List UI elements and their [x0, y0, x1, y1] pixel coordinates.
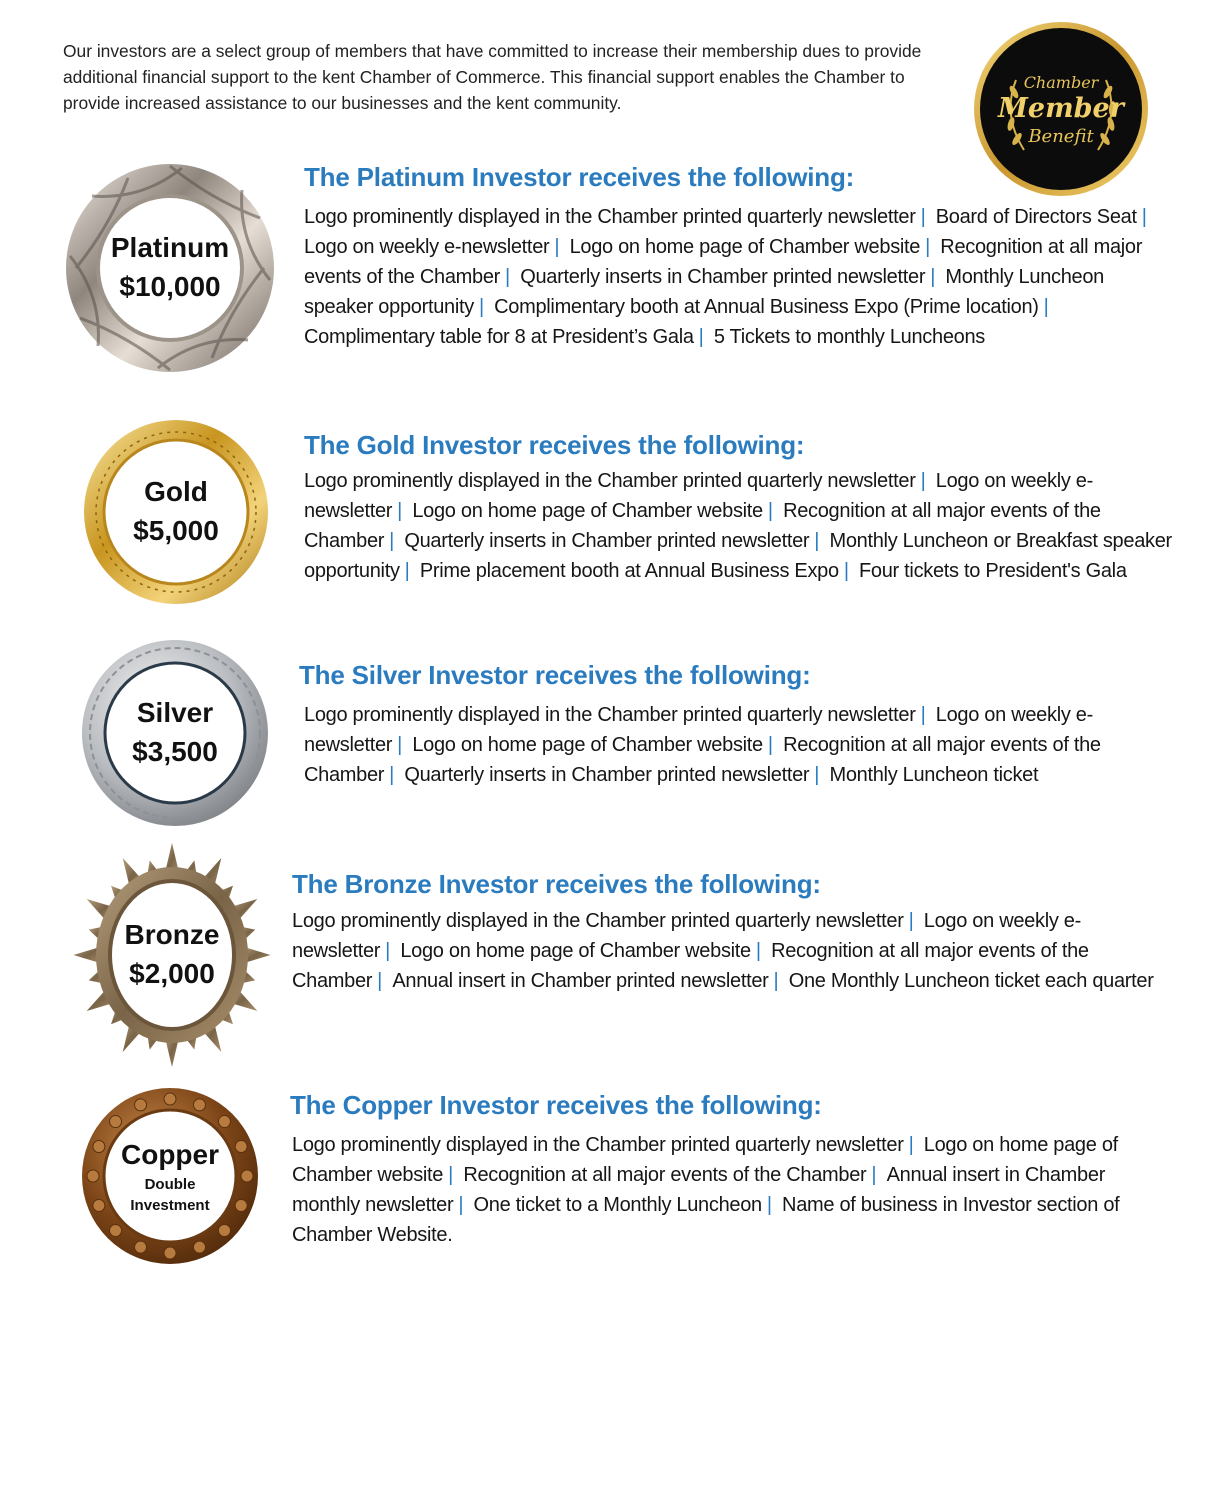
benefit-text: Monthly Luncheon speaker opportunity — [304, 266, 1105, 318]
benefit-item — [520, 266, 940, 288]
silver-badge — [80, 638, 270, 828]
benefit-text: Monthly Luncheon ticket — [829, 764, 1039, 786]
benefit-separator: | — [1043, 296, 1049, 318]
benefit-text: Logo prominently displayed in the Chamber printed quarterly newsletter — [304, 206, 916, 228]
benefit-text: Prime placement booth at Annual Business Expo — [419, 560, 839, 582]
benefit-separator: | — [377, 970, 383, 992]
benefit-text: Annual insert in Chamber printed newsletter — [392, 970, 769, 992]
benefit-text: Recognition at all major events of the Chamber — [463, 1164, 867, 1186]
benefit-separator: | — [920, 206, 926, 228]
benefit-text: Complimentary table for 8 at President’s Gala — [304, 326, 694, 348]
benefit-item — [304, 326, 709, 348]
intro-paragraph: Our investors are a select group of members that have committed to increase their membership dues to provide additional financial support to the kent Chamber of Commerce. This financial support enables the Chamber to provide increased assistance to our businesses and the kent community. — [63, 41, 922, 113]
benefit-text: Logo on home page of Chamber website — [569, 236, 921, 258]
benefit-item — [412, 734, 777, 756]
gold-benefits — [304, 466, 1174, 586]
benefit-text: Recognition at all major events of the Chamber — [304, 500, 1101, 552]
benefit-text: Name of business in Investor section of Chamber Website. — [292, 1194, 1120, 1246]
benefit-text: Logo prominently displayed in the Chamber printed quarterly newsletter — [304, 470, 916, 492]
benefit-separator: | — [448, 1164, 454, 1186]
benefit-separator: | — [389, 764, 395, 786]
seal-line-2: Member — [998, 93, 1124, 124]
gold-title: The Gold Investor receives the following: — [304, 430, 805, 460]
benefit-text: Logo on home page of Chamber website — [412, 500, 763, 522]
platinum-badge — [62, 160, 278, 376]
benefit-separator: | — [767, 734, 773, 756]
benefit-text: Recognition at all major events of the Chamber — [304, 734, 1101, 786]
benefit-separator: | — [397, 500, 403, 522]
benefit-text: Logo prominently displayed in the Chamber printed quarterly newsletter — [292, 1134, 904, 1156]
benefit-separator: | — [478, 296, 484, 318]
benefit-separator: | — [767, 500, 773, 522]
benefit-item — [936, 206, 1152, 228]
benefit-separator: | — [843, 560, 849, 582]
benefit-separator: | — [920, 470, 926, 492]
benefit-item — [304, 236, 564, 258]
benefit-separator: | — [458, 1194, 464, 1216]
benefit-item — [570, 236, 935, 258]
benefit-separator: | — [397, 734, 403, 756]
gold-badge-price: $5,000 — [133, 515, 219, 546]
benefit-separator: | — [755, 940, 761, 962]
copper-badge-name: Copper — [121, 1139, 219, 1170]
benefit-separator: | — [925, 236, 931, 258]
bronze-benefits — [292, 906, 1172, 996]
benefit-text: Logo on home page of Chamber website — [412, 734, 763, 756]
benefit-text: Recognition at all major events of the Chamber — [292, 940, 1089, 992]
benefit-item — [859, 560, 1127, 582]
benefit-text: Quarterly inserts in Chamber printed newsletter — [404, 530, 810, 552]
benefit-text: Logo prominently displayed in the Chamber printed quarterly newsletter — [292, 910, 904, 932]
benefit-separator: | — [814, 530, 820, 552]
benefit-item — [404, 764, 824, 786]
copper-benefits — [292, 1130, 1152, 1250]
silver-badge-name: Silver — [136, 697, 214, 728]
benefit-text: Logo on home page of Chamber website — [292, 1134, 1118, 1186]
benefit-item — [304, 704, 930, 726]
benefit-text: Complimentary booth at Annual Business Expo (Prime location) — [494, 296, 1039, 318]
gold-badge-name: Gold — [144, 476, 208, 507]
benefit-separator: | — [505, 266, 510, 288]
benefit-separator: | — [814, 764, 820, 786]
bronze-badge-price: $2,000 — [129, 958, 215, 989]
copper-badge-sub-1: Double — [144, 1176, 196, 1193]
benefit-item — [404, 530, 824, 552]
benefit-text: Logo on weekly e-newsletter — [304, 470, 1093, 522]
benefit-text: Quarterly inserts in Chamber printed newsletter — [520, 266, 926, 288]
silver-benefits — [304, 700, 1174, 790]
benefit-item — [474, 1194, 777, 1216]
benefit-item — [829, 764, 1038, 786]
benefit-item — [494, 296, 1053, 318]
gold-badge — [82, 418, 270, 606]
benefit-text: Recognition at all major events of the Chamber — [304, 236, 1143, 288]
benefit-text: Quarterly inserts in Chamber printed newsletter — [404, 764, 810, 786]
benefit-separator: | — [773, 970, 779, 992]
benefit-item — [463, 1164, 881, 1186]
benefit-item — [292, 910, 918, 932]
benefit-item — [400, 940, 765, 962]
benefit-text: Annual insert in Chamber monthly newsletter — [292, 1164, 1106, 1216]
platinum-title: The Platinum Investor receives the following: — [304, 162, 855, 192]
silver-badge-price: $3,500 — [132, 736, 218, 767]
benefit-separator: | — [389, 530, 395, 552]
bronze-title: The Bronze Investor receives the following: — [292, 869, 821, 899]
silver-title: The Silver Investor receives the following: — [299, 660, 811, 690]
bronze-badge — [72, 840, 272, 1070]
member-benefit-seal — [972, 20, 1150, 198]
benefit-item — [412, 500, 777, 522]
benefit-text: Four tickets to President's Gala — [858, 560, 1127, 582]
benefit-text: Monthly Luncheon or Breakfast speaker opportunity — [304, 530, 1172, 582]
benefit-separator: | — [920, 704, 926, 726]
benefit-separator: | — [908, 910, 914, 932]
seal-graphic — [972, 20, 1150, 198]
benefit-item — [789, 970, 1154, 992]
seal-line-1: Chamber — [1023, 73, 1099, 92]
benefit-text: Logo on weekly e-newsletter — [292, 910, 1081, 962]
benefit-item — [304, 206, 930, 228]
platinum-badge-name: Platinum — [110, 232, 230, 263]
benefit-separator: | — [930, 266, 936, 288]
benefit-separator: | — [404, 560, 410, 582]
benefit-separator: | — [385, 940, 391, 962]
benefit-text: 5 Tickets to monthly Luncheons — [713, 326, 985, 348]
benefit-text: Logo prominently displayed in the Chamber printed quarterly newsletter — [304, 704, 916, 726]
benefit-text: Board of Directors Seat — [935, 206, 1137, 228]
benefit-text: Logo on weekly e-newsletter — [304, 704, 1093, 756]
benefit-separator: | — [698, 326, 704, 348]
benefit-item — [420, 560, 854, 582]
benefit-text: Logo on home page of Chamber website — [400, 940, 751, 962]
seal-line-3: Benefit — [1028, 126, 1094, 147]
copper-badge — [78, 1086, 262, 1266]
benefit-item — [304, 470, 930, 492]
copper-title: The Copper Investor receives the following: — [290, 1090, 822, 1120]
copper-badge-sub-2: Investment — [130, 1197, 210, 1214]
bronze-badge-name: Bronze — [124, 919, 220, 950]
benefit-separator: | — [871, 1164, 877, 1186]
benefit-text: One ticket to a Monthly Luncheon — [473, 1194, 762, 1216]
benefit-separator: | — [766, 1194, 772, 1216]
benefit-item — [714, 326, 985, 348]
benefit-item — [292, 1134, 918, 1156]
benefit-text: Logo on weekly e-newsletter — [304, 236, 550, 258]
benefit-separator: | — [1141, 206, 1147, 228]
benefit-item — [392, 970, 783, 992]
platinum-badge-price: $10,000 — [119, 271, 221, 302]
benefit-text: One Monthly Luncheon ticket each quarter — [788, 970, 1154, 992]
platinum-benefits — [304, 202, 1174, 352]
benefit-separator: | — [908, 1134, 914, 1156]
benefit-separator: | — [554, 236, 560, 258]
